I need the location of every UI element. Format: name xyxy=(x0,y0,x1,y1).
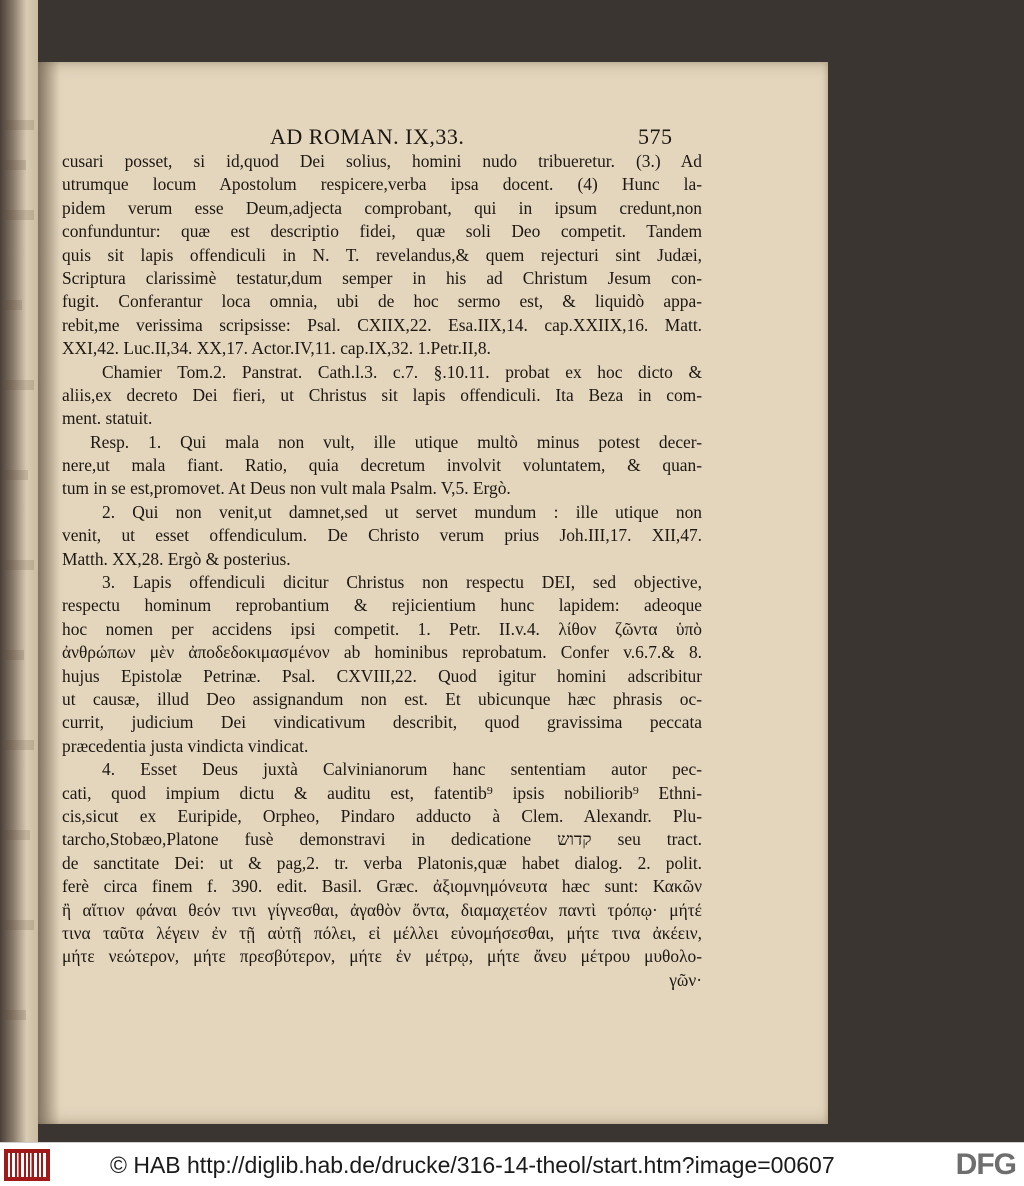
text-line: ἢ αἴτιον φάναι θεόν τινι γίγνεσθαι, ἀγαθὸν ὄντα, διαμαχετέον παντὶ τρόπῳ· μήτέ xyxy=(62,899,702,920)
text-line: hoc nomen per accidens ipsi competit. 1. Petr. II.v.4. λίθον ζῶντα ὑπὸ xyxy=(62,618,702,639)
previous-page-edge xyxy=(0,0,38,1142)
text-line: quis sit lapis offendiculi in N. T. revelandus,& quem rejecturi sint Judæi, xyxy=(62,244,702,265)
text-line: confunduntur: quæ est descriptio fidei, quæ soli Deo competit. Tandem xyxy=(62,221,702,242)
text-line: utrumque locum Apostolum respicere,verba ipsa docent. (4) Hunc la- xyxy=(62,174,702,195)
text-line: cati, quod impium dictu & auditu est, fatentib⁹ ipsis nobiliorib⁹ Ethni- xyxy=(62,782,702,803)
text-line: Resp. 1. Qui mala non vult, ille utique multò minus potest decer- xyxy=(90,431,702,452)
text-line: præcedentia justa vindicta vindicat. xyxy=(62,735,309,756)
text-line: aliis,ex decreto Dei fieri, ut Christus sit lapis offendiculi. Ita Beza in com- xyxy=(62,384,702,405)
text-line: 4. Esset Deus juxtà Calvinianorum hanc sententiam autor pec- xyxy=(102,759,702,780)
text-line: 2. Qui non venit,ut damnet,sed ut servet mundum : ille utique non xyxy=(102,501,702,522)
text-line: XXI,42. Luc.II,34. XX,17. Actor.IV,11. cap.IX,32. 1.Petr.II,8. xyxy=(62,338,491,359)
text-line: Matth. XX,28. Ergò & posterius. xyxy=(62,548,291,569)
text-line: currit, judicium Dei vindicativum describit, quod gravissima peccata xyxy=(62,712,702,733)
text-line: μήτε νεώτερον, μήτε πρεσβύτερον, μήτε ἐν μέτρῳ, μήτε ἄνευ μέτρου μυθολο- xyxy=(62,946,702,967)
text-line: tum in se est,promovet. At Deus non vult mala Psalm. V,5. Ergò. xyxy=(62,478,511,499)
text-line: ἀνθρώπων μὲν ἀποδεδοκιμασμένον ab hominibus reprobatum. Confer v.6.7.& 8. xyxy=(62,642,702,663)
text-line: cusari posset, si id,quod Dei solius, homini nudo tribueretur. (3.) Ad xyxy=(62,151,702,171)
page-gutter-shadow xyxy=(38,62,60,1124)
text-line: nere,ut mala fiant. Ratio, quia decretum involvit voluntatem, & quan- xyxy=(62,455,702,476)
text-line: ut causæ, illud Deo assignandum non est. Et ubicunque hæc phrasis oc- xyxy=(62,688,702,709)
text-line: cis,sicut ex Euripide, Orpheo, Pindaro adducto à Clem. Alexandr. Plu- xyxy=(62,805,702,826)
page-number: 575 xyxy=(638,124,673,149)
dfg-logo: DFG xyxy=(955,1148,1016,1181)
text-line: tarcho,Stobæo,Platone fusè demonstravi in dedicatione קדוש seu tract. xyxy=(62,829,702,850)
text-line: hujus Epistolæ Petrinæ. Psal. CXVIII,22. Quod igitur homini adscribitur xyxy=(62,665,702,686)
copyright-link[interactable]: © HAB http://diglib.hab.de/drucke/316-14-theol/start.htm?image=00607 xyxy=(110,1152,835,1178)
text-line: τινα ταῦτα λέγειν ἐν τῇ αὐτῇ πόλει, εἰ μέλλει εὐνομήσεσθαι, μήτε τινα ἀκέειν, xyxy=(62,922,702,943)
text-line: Chamier Tom.2. Panstrat. Cath.l.3. c.7. §.10.11. probat ex hoc dicto & xyxy=(102,361,702,382)
hab-barcode-logo-icon xyxy=(4,1149,50,1181)
catchword: γῶν· xyxy=(669,969,702,990)
running-title: AD ROMAN. IX,33. xyxy=(270,124,465,149)
text-line: respectu hominum reprobantium & rejicientium hunc lapidem: adeoque xyxy=(62,595,702,616)
text-line: 3. Lapis offendiculi dicitur Christus non respectu DEI, sed objective, xyxy=(102,572,702,593)
text-line: venit, ut esset offendiculum. De Christo verum prius Joh.III,17. XII,47. xyxy=(62,525,702,546)
viewer-footer xyxy=(0,1142,1024,1186)
text-line: pidem verum esse Deum,adjecta comprobant, qui in ipsum credunt,non xyxy=(62,197,702,218)
body-text xyxy=(62,150,702,992)
text-line: ment. statuit. xyxy=(62,408,153,429)
text-line: ferè circa finem f. 390. edit. Basil. Græc. ἀξιομνημόνευτα hæc sunt: Κακῶν xyxy=(62,876,702,897)
text-line: Scriptura clarissimè testatur,dum semper in his ad Christum Jesum con- xyxy=(62,267,702,288)
text-line: rebit,me verissima scripsisse: Psal. CXIIX,22. Esa.IIX,14. cap.XXIIX,16. Matt. xyxy=(62,314,702,335)
text-line: de sanctitate Dei: ut & pag,2. tr. verba Platonis,quæ habet dialog. 2. polit. xyxy=(62,852,702,873)
text-line: fugit. Conferantur loca omnia, ubi de hoc sermo est, & liquidò appa- xyxy=(62,291,702,312)
